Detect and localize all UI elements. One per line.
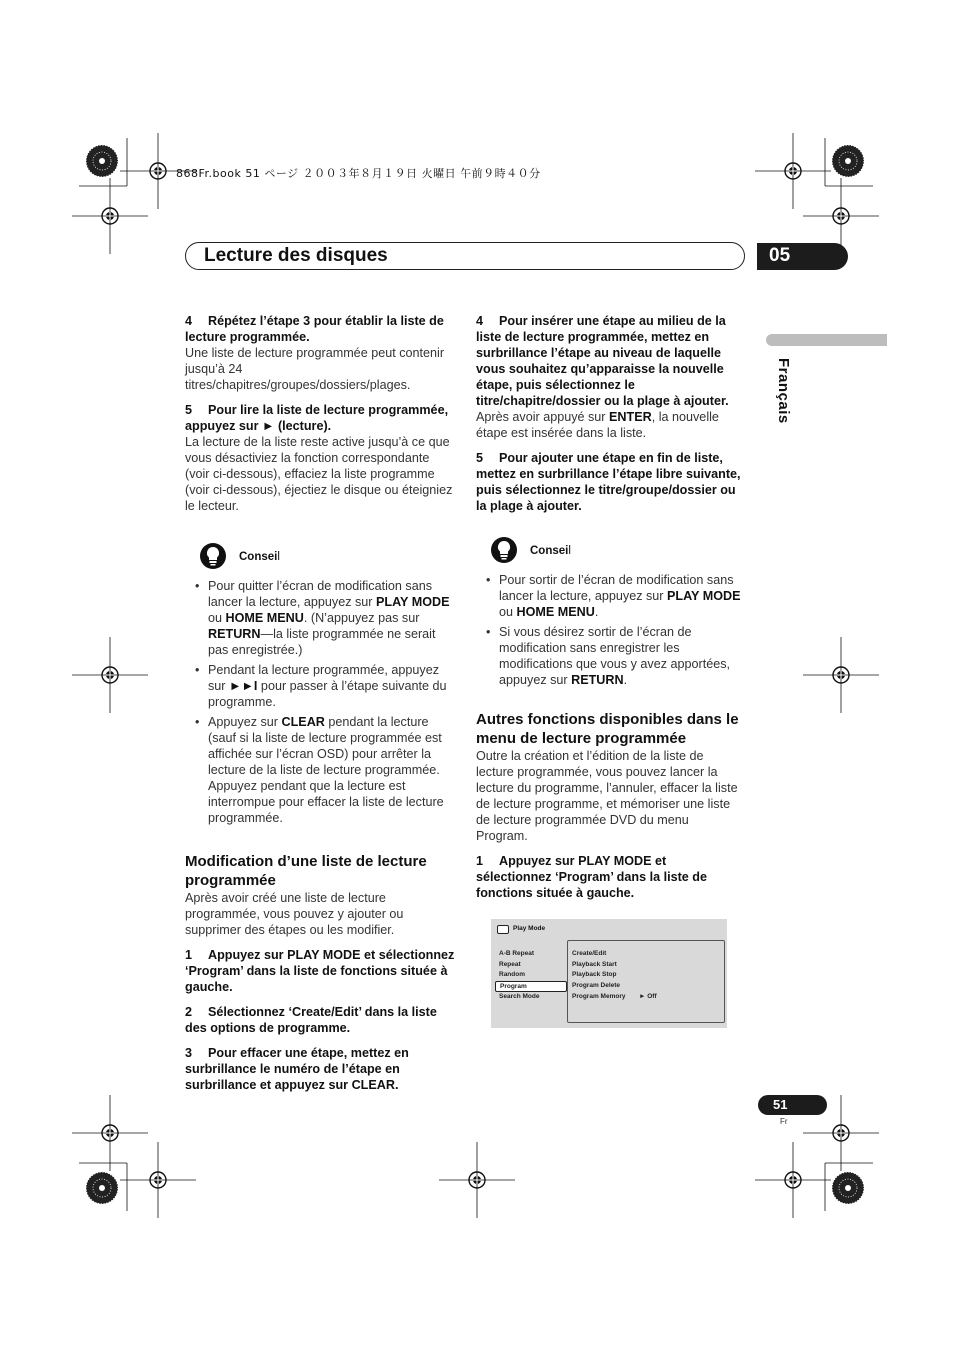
list-item: • Si vous désirez sortir de l’écran de modification sans enregistrer les modifications que vous y avez apportées, appuyez sur RETURN. [476,624,744,688]
tip-label: Conseil [530,545,571,557]
chapter-number-badge [757,243,848,270]
section-title-other-functions: Autres fonctions disponibles dans le menu de lecture programmée [476,711,739,747]
section-title-modification: Modification d’une liste de lecture programmée [185,853,427,889]
chapter-number: 05 [769,245,791,266]
tip-header [185,540,455,574]
step-5-heading: 5 Pour lire la liste de lecture programmée, appuyez sur ► (lecture). [185,403,449,433]
list-item: • Pour quitter l’écran de modification sans lancer la lecture, appuyez sur PLAY MODE ou HOME MENU. (N’appuyez pas sur RETURN—la liste programmée ne serait pas enregistrée.) [185,578,455,658]
list-item: • Pour sortir de l’écran de modification sans lancer la lecture, appuyez sur PLAY MODE ou HOME MENU. [476,572,744,620]
append-step-heading: 5 Pour ajouter une étape en fin de liste, mettez en surbrillance l’étape libre suivante, puis sélectionnez le titre/groupe/dossier ou la plage à ajouter. [476,451,741,513]
tip-list [185,578,455,826]
osd-option: Playback Stop [572,971,617,978]
insert-step-text: Après avoir appuyé sur ENTER, la nouvelle étape est insérée dans la liste. [476,410,719,440]
language-tab [766,334,887,346]
tip-label: Conseil [239,551,280,563]
tip-header [476,534,744,568]
language-label: Français [775,358,792,424]
osd-option: Program Memory [572,993,626,1000]
osd-function-list [495,949,567,1002]
mod-step-1: 1 Appuyez sur PLAY MODE et sélectionnez ‘Program’ dans la liste de fonctions située à gauche. [185,948,455,994]
page-number: 51 [773,1097,788,1112]
step-5-text: La lecture de la liste reste active jusqu’à ce que vous désactiviez la fonction correspondante (voir ci-dessous), effaciez la liste programme (voir ci-dessous), éjectiez le disque ou éteigniez le lecteur. [185,435,453,513]
lightbulb-icon [490,536,518,564]
section-text-other-functions: Outre la création et l’édition de la liste de lecture programmée, vous pouvez lancer la lecture du programme, l’annuler, effacer la liste de lecture programme, et mémoriser une liste de lecture programmée DVD du menu Program. [476,749,738,843]
step-4-heading: 4 Répétez l’étape 3 pour établir la liste de lecture programmée. [185,314,444,344]
osd-options-panel [567,940,725,1023]
osd-screen [491,919,727,1028]
osd-option: Program Delete [572,982,621,989]
lightbulb-icon [199,542,227,570]
left-column [185,313,455,1093]
osd-option: Playback Start [572,961,617,968]
osd-option: Create/Edit [572,950,607,957]
chapter-header [185,242,745,270]
osd-function-item: Random [499,971,525,978]
tip-list [476,572,744,688]
page-number-badge [758,1095,827,1115]
osd-title: Play Mode [513,925,546,932]
disc-icon [497,925,509,934]
other-step-1: 1 Appuyez sur PLAY MODE et sélectionnez ‘Program’ dans la liste de fonctions située à gauche. [476,854,707,900]
section-text-modification: Après avoir créé une liste de lecture programmée, vous pouvez y ajouter ou supprimer des étapes ou les modifier. [185,891,404,937]
page-language: Fr [780,1117,788,1126]
chapter-title: Lecture des disques [204,245,388,266]
right-column [476,313,744,901]
print-info-line: 868Fr.book 51 ページ ２００３年８月１９日 火曜日 午前９時４０分 [176,167,541,180]
osd-function-item: Search Mode [499,992,540,1000]
osd-function-item-selected: Program [495,981,567,992]
insert-step-heading: 4 Pour insérer une étape au milieu de la liste de lecture programmée, mettez en surbrillance l’étape au niveau de laquelle vous souhaitez qu’apparaisse la nouvelle étape, puis sélectionnez le titre/chapitre/dossier ou la plage à ajouter. [476,314,729,408]
list-item: • Appuyez sur CLEAR pendant la lecture (sauf si la liste de lecture programmée est affichée sur l’écran OSD) pour arrêter la lecture de la liste de lecture programmée. Appuyez pendant que la lecture est interrompue pour effacer la liste de lecture programmée. [185,714,455,826]
osd-function-item: Repeat [499,960,521,968]
osd-function-item: A-B Repeat [499,950,535,957]
osd-memory-value: ► Off [639,993,657,1000]
mod-step-3: 3 Pour effacer une étape, mettez en surbrillance le numéro de l’étape en surbrillance et appuyez sur CLEAR. [185,1046,409,1092]
mod-step-2: 2 Sélectionnez ‘Create/Edit’ dans la liste des options de programme. [185,1005,437,1035]
list-item: • Pendant la lecture programmée, appuyez sur ►►I pour passer à l’étape suivante du programme. [185,662,455,710]
step-4-text: Une liste de lecture programmée peut contenir jusqu’à 24 titres/chapitres/groupes/dossiers/plages. [185,346,445,392]
